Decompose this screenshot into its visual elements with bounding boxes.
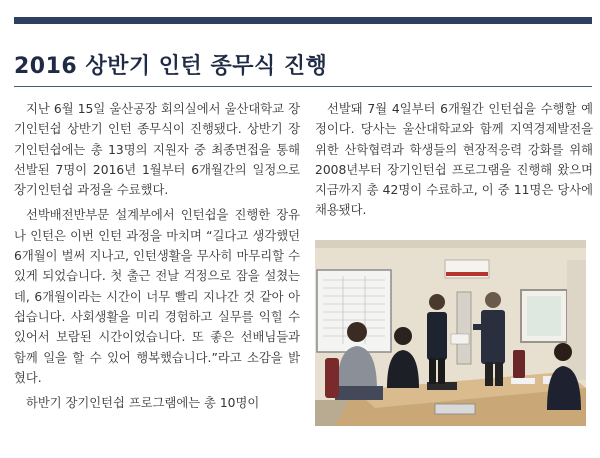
header-accent-bar [14,17,592,24]
article-paragraph: 지난 6월 15일 울산공장 회의실에서 울산대학교 장기인턴쉽 상반기 인턴 종무식이 진행됐다. 상반기 장기인턴쉽에는 총 13명의 지원자 중 최종면접을 통해 선발된 7명이 2016년 1월부터 6개월간의 일정으로 장기인턴쉽 과정을 수료했다. [14,102,300,198]
article-paragraph: 선발돼 7월 4일부터 6개월간 인턴쉽을 수행할 예정이다. 당사는 울산대학교와 함께 지역경제발전을 위한 산학협력과 학생들의 현장적응력 강화를 위해 2008년부터 장기인턴쉽 프로그램을 진행해 왔으며 지금까지 총 42명이 수료하고, 이 중 11명은 당사에 채용됐다. [315,102,593,218]
article-paragraph: 하반기 장기인턴쉽 프로그램에는 총 10명이 [26,396,260,411]
article-headline: 2016 상반기 인턴 종무식 진행 [14,54,328,79]
ceremony-photo [315,240,586,426]
article-paragraph: 선박배전반부문 설계부에서 인턴쉽을 진행한 장유나 인턴은 이번 인턴 과정을 마치며 “길다고 생각했던 6개월이 벌써 지나고, 인턴생활을 무사히 마무리할 수 있게 되었습니다. 첫 출근 전날 걱정으로 잠을 설쳤는데, 6개월이라는 시간이 너무 빨리 지나간 것 같아 아쉽습니다. 사회생활을 미리 경험하고 실무를 익힐 수 있어서 보람된 시간이었습니다. 또 좋은 선배님들과 함께 일을 할 수 있어 행복했습니다.”라고 소감을 밝혔다. [14,208,300,385]
headline-divider [14,86,592,87]
article-column-right [315,99,593,221]
article-column-left [14,99,300,413]
